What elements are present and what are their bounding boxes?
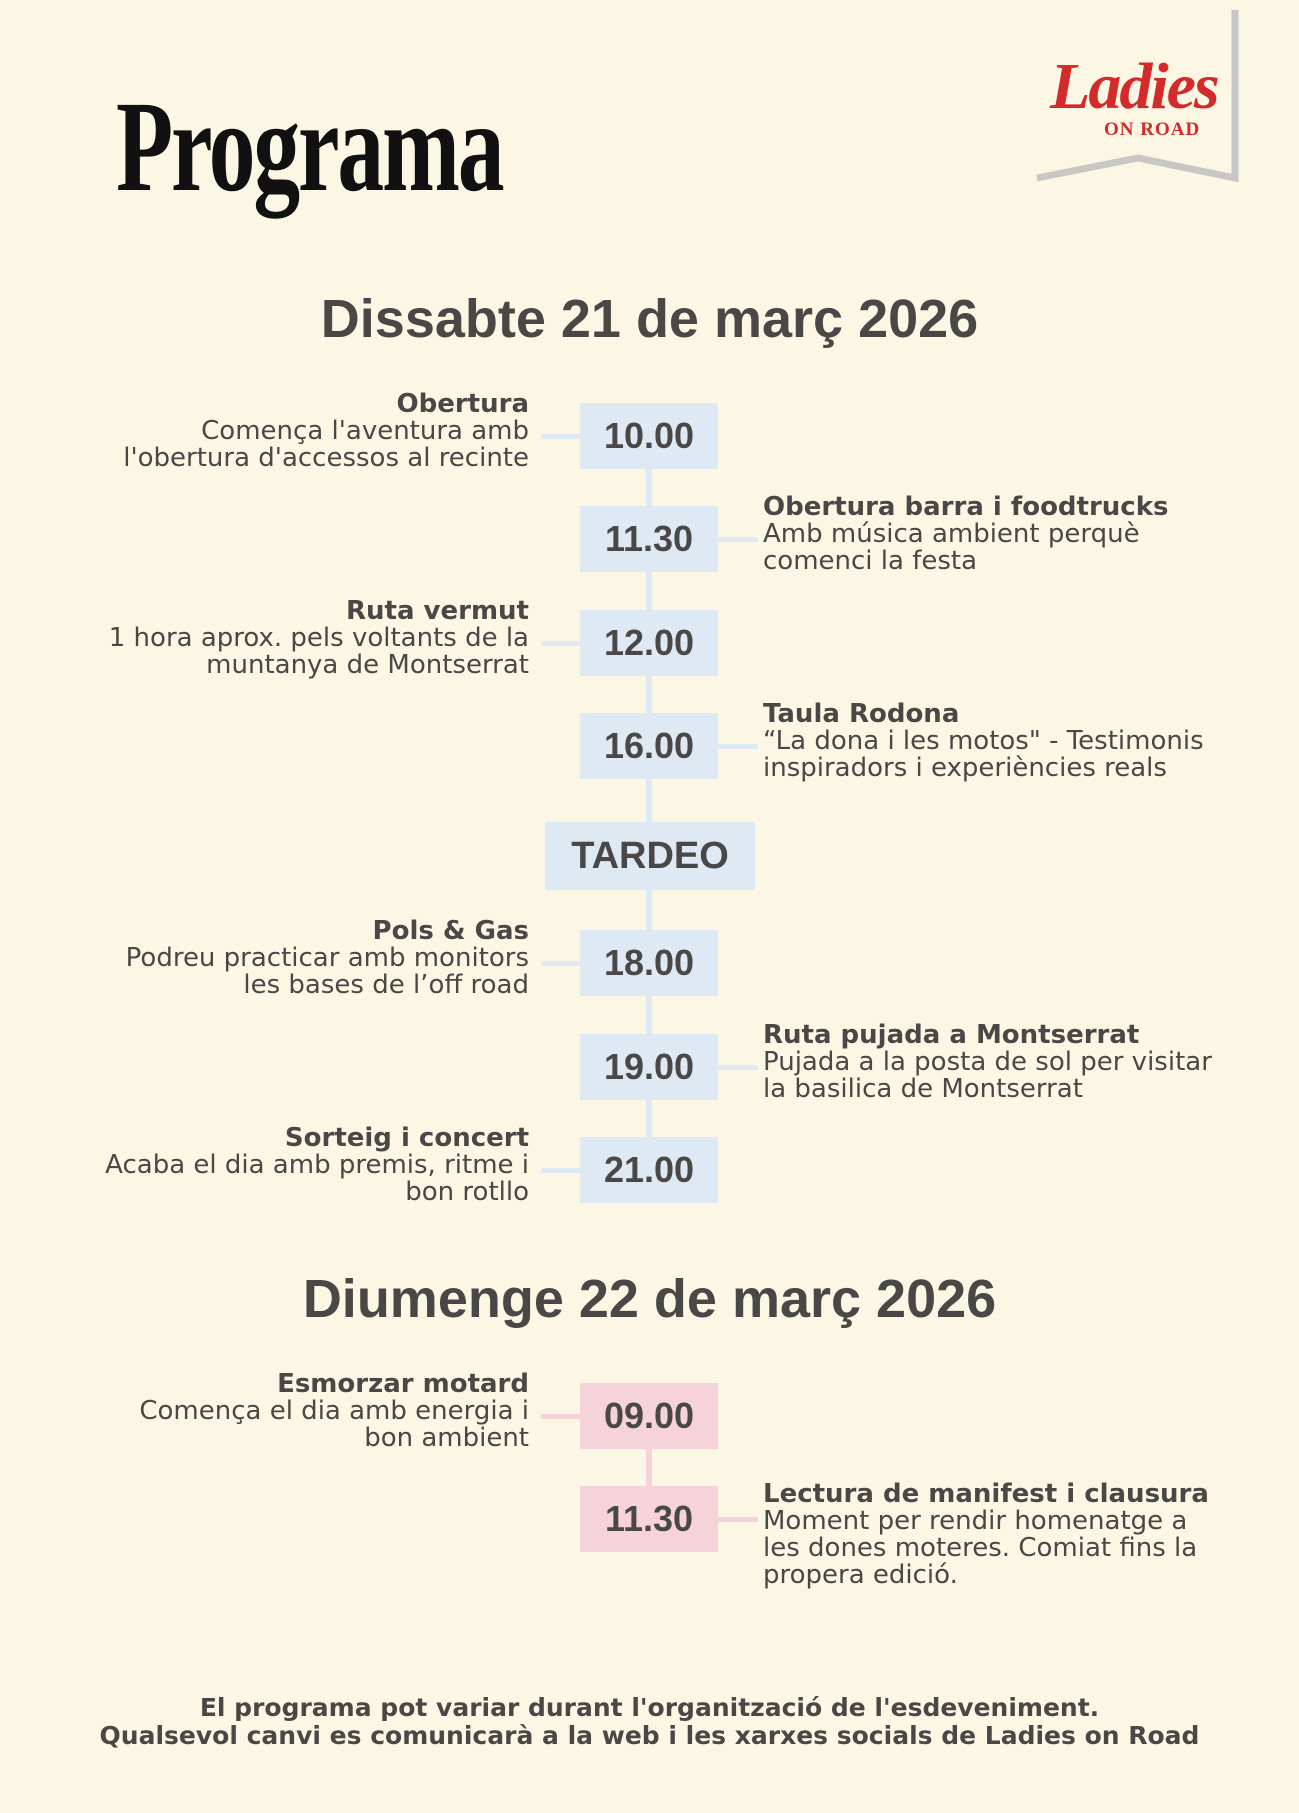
event-desc: Amb música ambient perquè comenci la festa (763, 519, 1140, 576)
event-title: Taula Rodona (763, 699, 960, 729)
time-box: 11.30 (580, 506, 718, 572)
connector (718, 1517, 758, 1522)
event-esmorzar (139, 1371, 529, 1452)
sunday-heading: Diumenge 22 de març 2026 (302, 1269, 997, 1329)
connector (541, 961, 581, 966)
event-obertura (123, 391, 529, 472)
saturday-heading: Dissabte 21 de març 2026 (320, 289, 979, 349)
event-title: Pols & Gas (372, 916, 529, 946)
event-desc: 1 hora aprox. pels voltants de la muntanya de Montserrat (108, 623, 529, 680)
time-box: 11.30 (580, 1486, 718, 1552)
event-taula-rodona (763, 701, 1204, 782)
event-clausura (763, 1481, 1209, 1589)
event-title: Obertura (396, 389, 529, 419)
connector (541, 641, 581, 646)
ladies-on-road-logo (1035, 10, 1241, 182)
connector (541, 1414, 581, 1419)
footer-note (0, 1694, 1299, 1750)
event-sorteig (105, 1125, 529, 1206)
connector (718, 537, 758, 542)
page-title: Programa (116, 75, 503, 219)
event-desc: “La dona i les motos" - Testimonis inspiradors i experiències reals (763, 726, 1204, 783)
event-title: Esmorzar motard (277, 1369, 529, 1399)
tardeo-label: TARDEO (545, 822, 755, 890)
event-desc: Moment per rendir homenatge a les dones moteres. Comiat fins la propera edició. (763, 1506, 1198, 1590)
event-ruta-pujada (763, 1022, 1212, 1103)
event-desc: Podreu practicar amb monitors les bases de l’off road (125, 943, 529, 1000)
logo-subtitle: ON ROAD (1104, 119, 1201, 140)
time-box: 19.00 (580, 1034, 718, 1100)
time-box: 10.00 (580, 403, 718, 469)
event-pols-gas (126, 918, 529, 999)
event-ruta-vermut (109, 598, 529, 679)
event-title: Sorteig i concert (284, 1123, 529, 1153)
connector (541, 1168, 581, 1173)
event-title: Lectura de manifest i clausura (763, 1479, 1209, 1509)
footer-line-2: Qualsevol canvi es comunicarà a la web i les xarxes socials de Ladies on Road (99, 1721, 1200, 1750)
time-box: 12.00 (580, 610, 718, 676)
event-desc: Comença el dia amb energia i bon ambient (139, 1396, 529, 1453)
event-title: Ruta pujada a Montserrat (763, 1020, 1140, 1050)
event-desc: Comença l'aventura amb l'obertura d'accessos al recinte (123, 416, 529, 473)
footer-line-1: El programa pot variar durant l'organització de l'esdeveniment. (199, 1693, 1100, 1722)
connector (718, 744, 758, 749)
event-desc: Acaba el dia amb premis, ritme i bon rotllo (105, 1150, 529, 1207)
connector (541, 434, 581, 439)
event-title: Obertura barra i foodtrucks (763, 492, 1169, 522)
time-box: 09.00 (580, 1383, 718, 1449)
event-desc: Pujada a la posta de sol per visitar la basilica de Montserrat (763, 1047, 1212, 1104)
logo-script: Ladies (1050, 50, 1218, 123)
event-title: Ruta vermut (346, 596, 529, 626)
event-obertura-barra (763, 494, 1168, 575)
time-box: 16.00 (580, 713, 718, 779)
time-box: 18.00 (580, 930, 718, 996)
time-box: 21.00 (580, 1137, 718, 1203)
connector (718, 1065, 758, 1070)
